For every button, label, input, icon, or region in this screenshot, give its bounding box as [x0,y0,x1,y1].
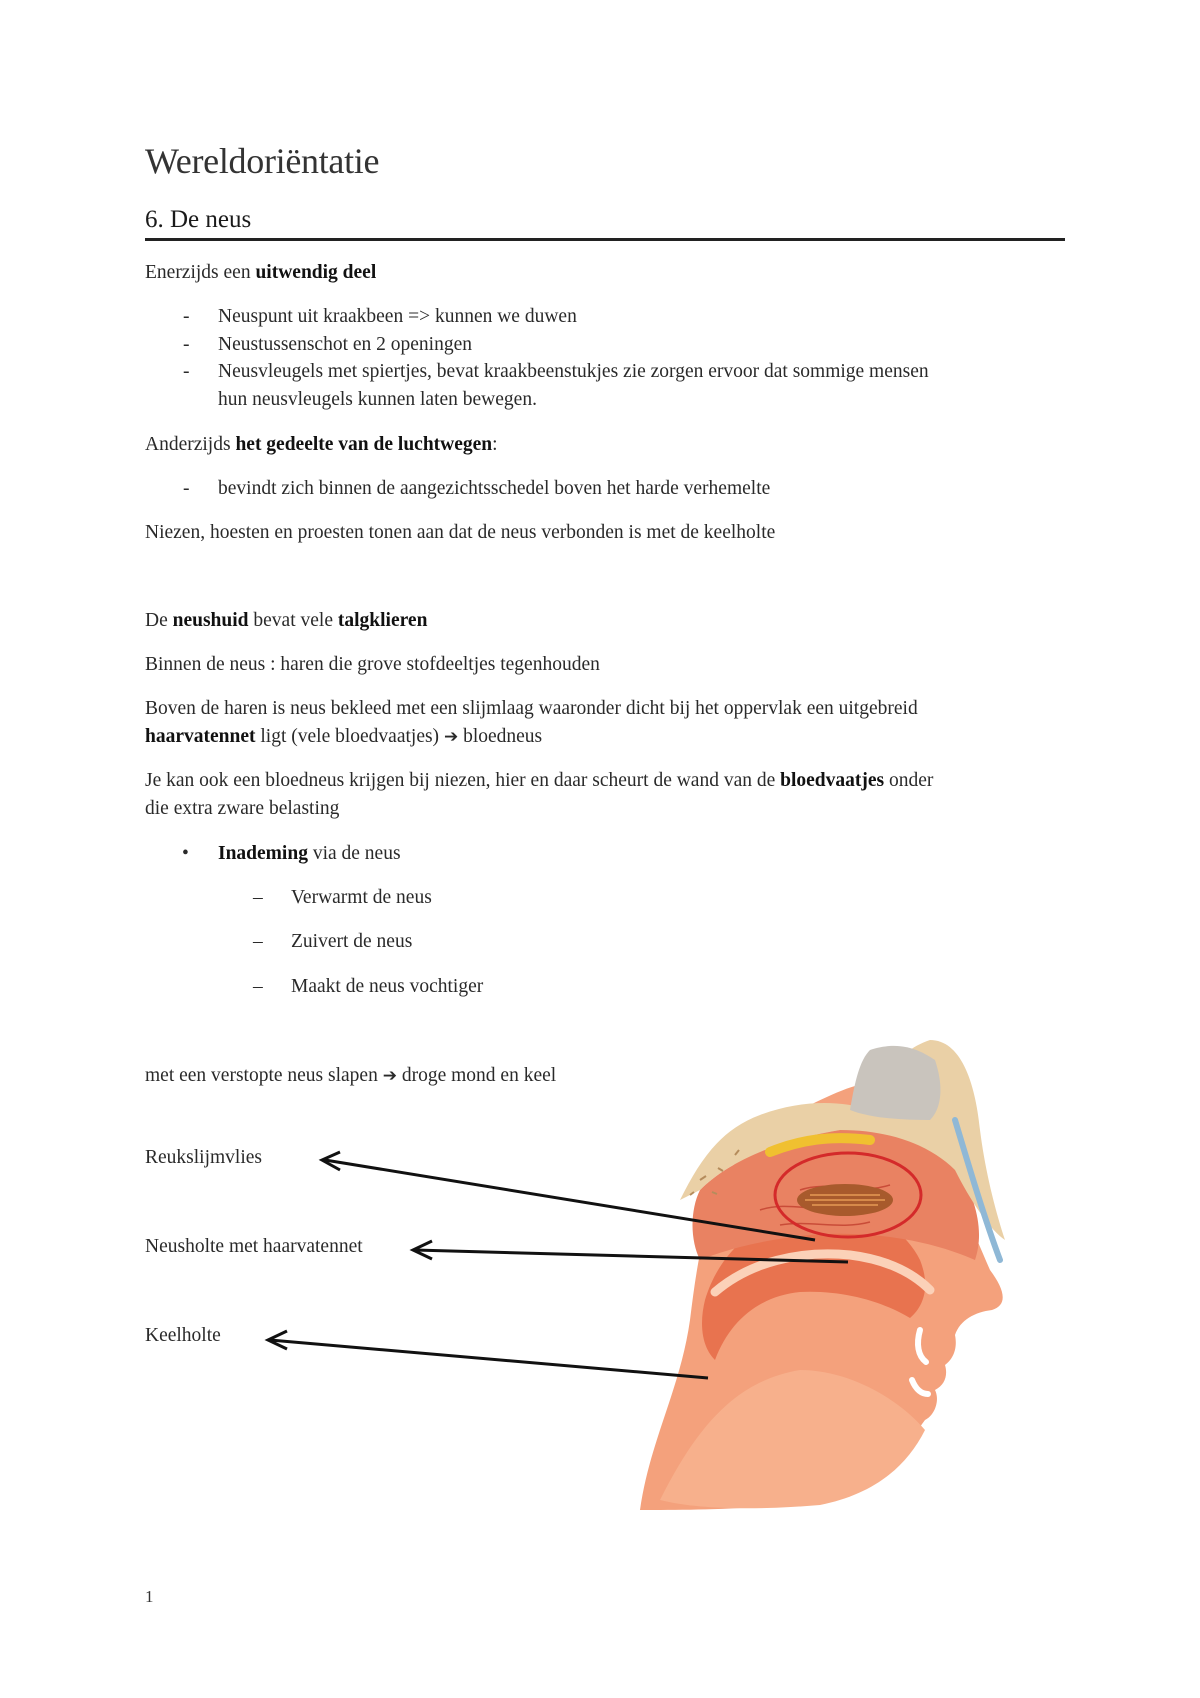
bullet-icon: • [182,843,189,864]
list-item: Neustussenschot en 2 openingen [218,334,472,355]
bold-text: talgklieren [337,610,428,631]
list-item-continuation: hun neusvleugels kunnen laten bewegen. [218,389,537,410]
section-heading: 6. De neus [145,206,252,233]
bold-text: Inademing [218,843,308,864]
paragraph-hairs: Binnen de neus : haren die grove stofdeeltjes tegenhouden [145,654,600,675]
text: Enerzijds een [145,262,256,283]
bold-text: uitwendig deel [255,262,377,283]
text: droge mond en keel [396,1065,557,1086]
arrow-keelholte [268,1331,708,1378]
arrow-icon: ➔ [443,727,459,747]
text: bevat vele [248,610,338,631]
text-line: die extra zware belasting [145,798,340,819]
bold-text: bloedvaatjes [780,770,885,791]
text: bloedneus [458,726,543,747]
text: onder [884,770,934,791]
bold-text: het gedeelte van de luchtwegen [235,434,493,455]
sub-list-item: Verwarmt de neus [291,887,432,908]
page-number: 1 [145,1587,154,1606]
text: : [492,434,498,455]
list-item: Neusvleugels met spiertjes, bevat kraakbeenstukjes zie zorgen ervoor dat sommige mensen [218,361,929,382]
text: ligt (vele bloedvaatjes) [255,726,444,747]
sub-list-item: Maakt de neus vochtiger [291,976,484,997]
upper-skull [850,1046,940,1120]
bold-text: neushuid [172,610,249,631]
document-title: Wereldoriëntatie [145,141,380,181]
bold-text: haarvatennet [145,726,256,747]
sub-list-marker: – [253,976,263,997]
list-item: Neuspunt uit kraakbeen => kunnen we duwen [218,306,577,327]
text: via de neus [307,843,401,864]
text: Anderzijds [145,434,236,455]
paragraph-sneezing: Niezen, hoesten en proesten tonen aan dat de neus verbonden is met de keelholte [145,522,776,543]
figure-label-olfactory: Reukslijmvlies [145,1147,262,1168]
figure-label-nasal-cavity: Neusholte met haarvatennet [145,1236,363,1257]
text: Je kan ook een bloedneus krijgen bij niezen, hier en daar scheurt de wand van de [145,770,781,791]
text-line: Boven de haren is neus bekleed met een slijmlaag waaronder dicht bij het oppervlak een uitgebreid [145,698,918,719]
sub-list-marker: – [253,887,263,908]
text: met een verstopte neus slapen [145,1065,383,1086]
list-marker: - [183,306,190,327]
figure-label-throat: Keelholte [145,1325,221,1346]
list-item: bevindt zich binnen de aangezichtsschedel boven het harde verhemelte [218,478,771,499]
sub-list-item: Zuivert de neus [291,931,413,952]
text: De [145,610,173,631]
arrow-icon: ➔ [382,1066,397,1086]
list-marker: - [183,334,190,355]
list-marker: - [183,478,190,499]
sub-list-marker: – [253,931,263,952]
list-marker: - [183,361,190,382]
